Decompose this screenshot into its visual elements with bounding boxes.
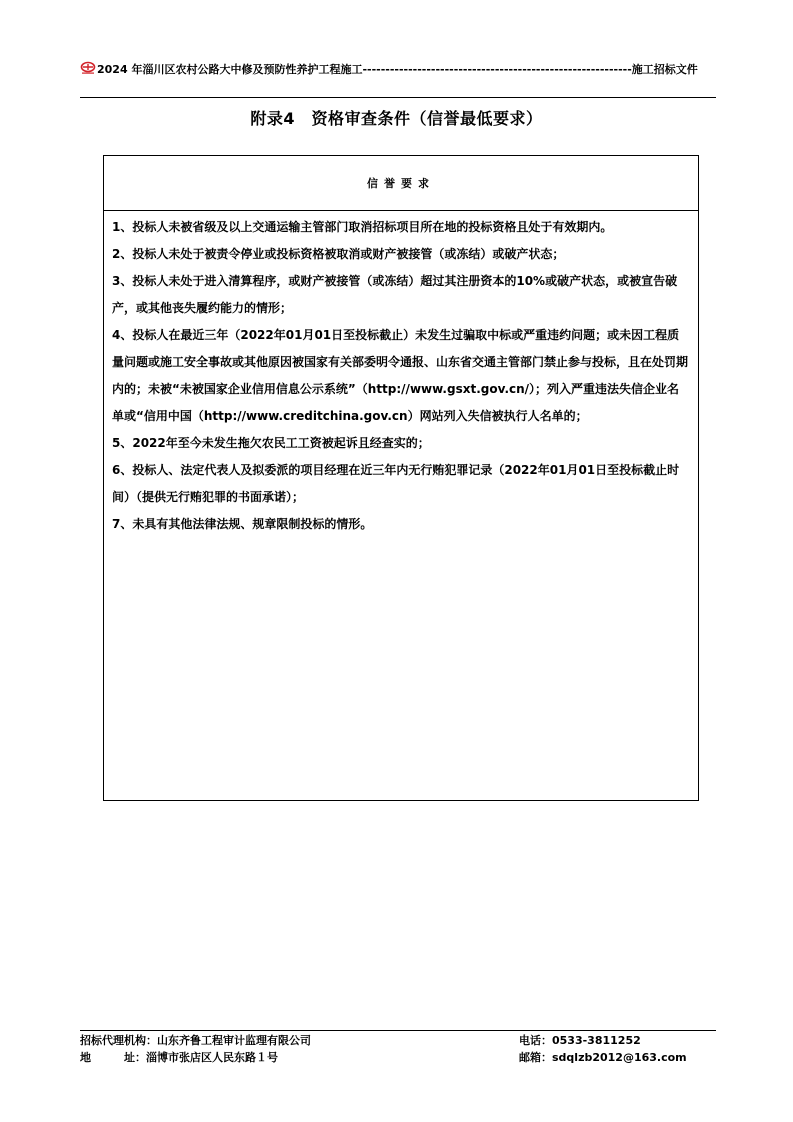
company-logo-icon — [80, 61, 96, 75]
address-line: 地 址：淄博市张店区人民东路１号 — [80, 1051, 278, 1064]
requirements-table — [103, 155, 699, 801]
requirement-item-2: 2、投标人未处于被责令停业或投标资格被取消或财产被接管（或冻结）或破产状态； — [112, 247, 565, 261]
phone-line: 电话：0533-3811252 — [519, 1034, 641, 1047]
requirement-item-6: 6、投标人、法定代表人及拟委派的项目经理在近三年内无行贿犯罪记录（2022年01月01日至投标截止时间）（提供无行贿犯罪的书面承诺）； — [112, 463, 680, 504]
requirement-item-7: 7、未具有其他法律法规、规章限制投标的情形。 — [112, 517, 373, 531]
email-line: 邮箱：sdqlzb2012@163.com — [519, 1051, 687, 1064]
agency-line: 招标代理机构：山东齐鲁工程审计监理有限公司 — [80, 1034, 311, 1047]
table-header: 信誉要求 — [104, 156, 698, 211]
header-rule — [80, 97, 716, 98]
footer-rule — [80, 1030, 716, 1031]
footer-right — [519, 1032, 687, 1066]
footer-left — [80, 1032, 311, 1066]
running-title: 2024 年淄川区农村公路大中修及预防性养护工程施工-----------------------------------------------------------施工招标文件 — [97, 63, 698, 76]
requirements-list — [104, 211, 698, 538]
page-header — [80, 61, 716, 77]
requirement-item-1: 1、投标人未被省级及以上交通运输主管部门取消招标项目所在地的投标资格且处于有效期内。 — [112, 220, 613, 234]
requirement-item-5: 5、2022年至今未发生拖欠农民工工资被起诉且经查实的； — [112, 436, 430, 450]
requirement-item-4: 4、投标人在最近三年（2022年01月01日至投标截止）未发生过骗取中标或严重违约问题；或未因工程质量问题或施工安全事故或其他原因被国家有关部委明令通报、山东省交通主管部门禁止参与投标，且在处罚期内的；未被“未被国家企业信用信息公示系统”（http://www.gsxt.gov.cn/）；列入严重违法失信企业名单或“信用中国（http://www.creditchina.gov.cn）网站列入失信被执行人名单的； — [112, 328, 689, 423]
requirement-item-3: 3、投标人未处于进入清算程序，或财产被接管（或冻结）超过其注册资本的10%或破产状态，或被宣告破产，或其他丧失履约能力的情形； — [112, 274, 678, 315]
page-title: 附录4 资格审查条件（信誉最低要求） — [250, 109, 543, 128]
